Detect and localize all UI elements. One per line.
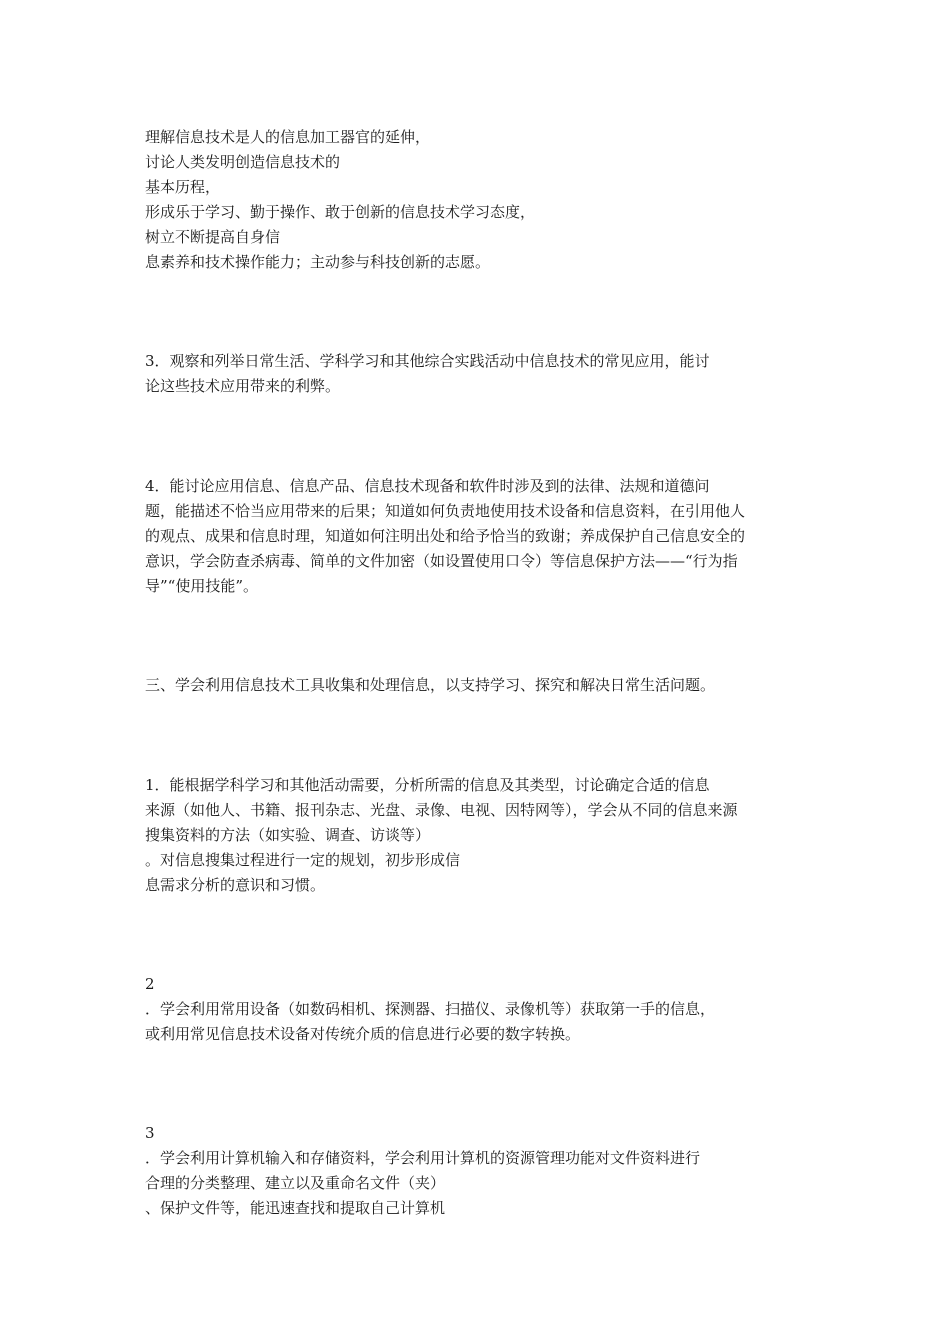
text-line: 论这些技术应用带来的利弊。 (145, 377, 341, 395)
text-line: 、保护文件等，能迅速查找和提取自己计算机 (145, 1199, 446, 1217)
text-line: 理解信息技术是人的信息加工器官的延伸， (145, 128, 431, 146)
text-line: 来源（如他人、书籍、报刊杂志、光盘、录像、电视、因特网等），学会从不同的信息来源 (145, 801, 738, 819)
text-line: 息素养和技术操作能力；主动参与科技创新的志愿。 (145, 253, 491, 271)
text-line: 1．能根据学科学习和其他活动需要，分析所需的信息及其类型，讨论确定合适的信息 (145, 776, 710, 794)
text-line: 意识，学会防查杀病毒、简单的文件加密（如设置使用口令）等信息保护方法——“行为指 (145, 552, 738, 570)
text-line: 。对信息搜集过程进行一定的规划，初步形成信 (145, 851, 461, 869)
text-line: ．学会利用计算机输入和存储资料，学会利用计算机的资源管理功能对文件资料进行 (145, 1149, 701, 1167)
text-line: 息需求分析的意识和习惯。 (145, 876, 326, 894)
text-line: 的观点、成果和信息时理，知道如何注明出处和给予恰当的致谢；养成保护自己信息安全的 (145, 527, 746, 545)
text-line: 合理的分类整理、建立以及重命名文件（夹） (145, 1174, 446, 1192)
text-line: 或利用常见信息技术设备对传统介质的信息进行必要的数字转换。 (145, 1025, 581, 1043)
text-line: ．学会利用常用设备（如数码相机、探测器、扫描仪、录像机等）获取第一手的信息， (145, 1000, 716, 1018)
text-line: 3．观察和列举日常生活、学科学习和其他综合实践活动中信息技术的常见应用，能讨 (145, 352, 710, 370)
text-line: 导”“使用技能”。 (145, 577, 259, 595)
item-number: 3 (145, 1124, 155, 1142)
text-line: 搜集资料的方法（如实验、调查、访谈等） (145, 826, 431, 844)
text-line: 题，能描述不恰当应用带来的后果；知道如何负责地使用技术设备和信息资料，在引用他人 (145, 502, 746, 520)
section-heading: 三、学会利用信息技术工具收集和处理信息，以支持学习、探究和解决日常生活问题。 (145, 676, 716, 694)
item-number: 2 (145, 975, 155, 993)
text-line: 形成乐于学习、勤于操作、敢于创新的信息技术学习态度， (145, 203, 536, 221)
text-line: 树立不断提高自身信 (145, 228, 281, 246)
text-line: 讨论人类发明创造信息技术的 (145, 153, 341, 171)
text-line: 基本历程， (145, 178, 221, 196)
text-line: 4．能讨论应用信息、信息产品、信息技术现备和软件时涉及到的法律、法规和道德问 (145, 477, 710, 495)
